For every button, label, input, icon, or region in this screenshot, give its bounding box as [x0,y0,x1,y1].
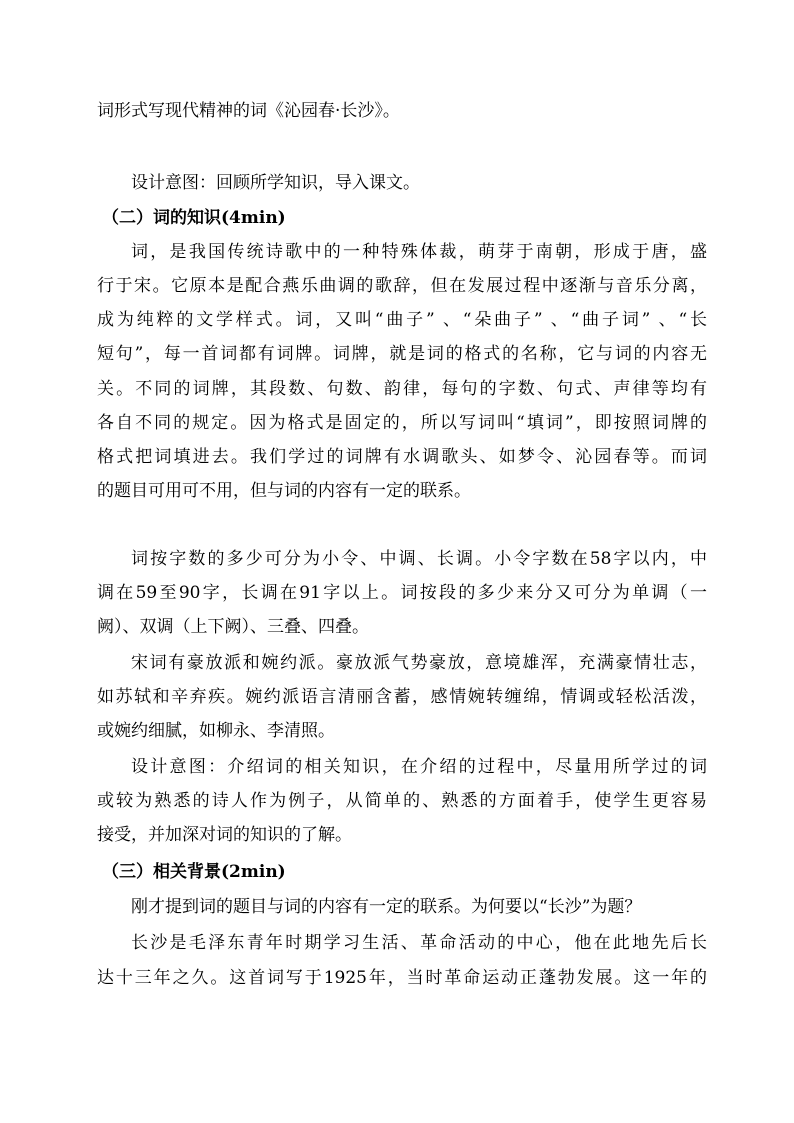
paragraph-line: 行于宋。它原本是配合燕乐曲调的歌辞，但在发展过程中逐渐与音乐分离， [97,276,707,296]
paragraph-line: 如苏轼和辛弃疾。婉约派语言清丽含蓄，感情婉转缠绵，情调或轻松活泼， [97,687,707,707]
paragraph-line: 关。不同的词牌，其段数、句数、韵律，每句的字数、句式、声律等均有 [97,379,707,399]
paragraph-line: 格式把词填进去。我们学过的词牌有水调歌头、如梦令、沁园春等。而词 [97,447,707,467]
paragraph-line: 或较为熟悉的诗人作为例子，从简单的、熟悉的方面着手，使学生更容易 [97,791,707,811]
paragraph-line: 词形式写现代精神的词《沁园春·长沙》。 [97,101,400,121]
paragraph-line: 短句”，每一首词都有词牌。词牌，就是词的格式的名称，它与词的内容无 [97,344,707,364]
paragraph-line: 达十三年之久。这首词写于1925年，当时革命运动正蓬勃发展。这一年的 [97,968,707,988]
design-intent-line: 设计意图：回顾所学知识，导入课文。 [131,173,420,193]
paragraph-line: 词，是我国传统诗歌中的一种特殊体裁，萌芽于南朝，形成于唐，盛 [131,242,707,262]
paragraph-line: 接受，并加深对词的知识的了解。 [97,825,352,845]
section-heading-background: （三）相关背景(2min) [102,862,286,882]
design-intent-line: 设计意图：介绍词的相关知识，在介绍的过程中，尽量用所学过的词 [131,757,707,777]
paragraph-line: 阙）、双调（上下阙）、三叠、四叠。 [97,617,369,637]
paragraph-line: 各自不同的规定。因为格式是固定的，所以写词叫“填词”，即按照词牌的 [97,413,707,433]
paragraph-line: 调在59至90字，长调在91字以上。词按段的多少来分又可分为单调（一 [97,583,707,603]
paragraph-line: 宋词有豪放派和婉约派。豪放派气势豪放，意境雄浑，充满豪情壮志， [131,653,707,673]
paragraph-line: 成为纯粹的文学样式。词，又叫“曲子” 、“朵曲子” 、“曲子词” 、“长 [97,310,707,330]
paragraph-line: 词按字数的多少可分为小令、中调、长调。小令字数在58字以内，中 [131,549,707,569]
section-heading-word-knowledge: （二）词的知识(4min) [102,208,286,228]
paragraph-line: 刚才提到词的题目与词的内容有一定的联系。为何要以“长沙”为题？ [131,897,642,917]
paragraph-line: 长沙是毛泽东青年时期学习生活、革命活动的中心，他在此地先后长 [131,933,707,953]
paragraph-line: 或婉约细腻，如柳永、李清照。 [97,721,335,741]
paragraph-line: 的题目可用可不用，但与词的内容有一定的联系。 [97,481,471,501]
